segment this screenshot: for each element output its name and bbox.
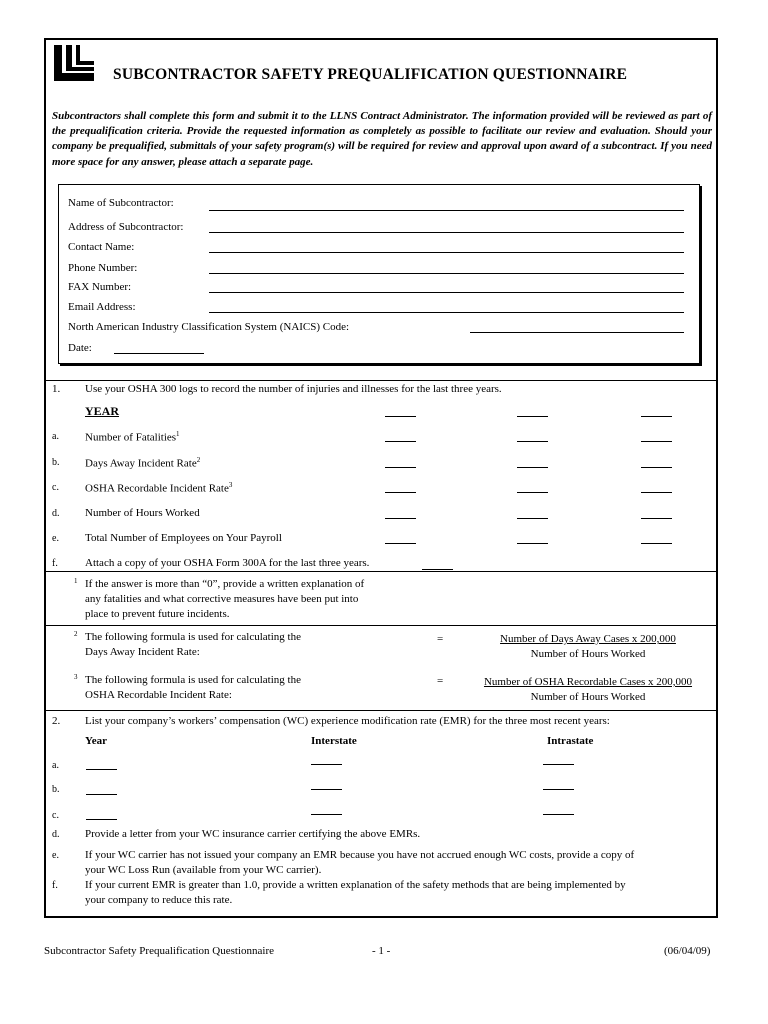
q1d-field-1[interactable] [385, 518, 416, 519]
date-field[interactable] [114, 353, 204, 354]
note2-line1: The following formula is used for calculating the [85, 631, 301, 643]
q2e-line1: If your WC carrier has not issued your company an EMR because you have not accrued enough WC costs, provide a copy of [85, 849, 635, 861]
q1d-field-2[interactable] [517, 518, 548, 519]
q2c-interstate-field[interactable] [311, 814, 342, 815]
q1e-field-1[interactable] [385, 543, 416, 544]
note3-sup: 3 [74, 673, 78, 681]
q2b-interstate-field[interactable] [311, 789, 342, 790]
divider [45, 625, 717, 626]
note3-numerator: Number of OSHA Recordable Cases x 200,000 [483, 676, 693, 688]
q1f-field[interactable] [422, 569, 453, 570]
note1-sup: 1 [74, 577, 78, 585]
contact-label: Contact Name: [68, 241, 135, 253]
q1f-text: Attach a copy of your OSHA Form 300A for the last three years. [85, 557, 370, 569]
q1c-field-3[interactable] [641, 492, 672, 493]
divider [45, 571, 717, 572]
note3-denominator: Number of Hours Worked [530, 691, 646, 703]
q2-number: 2. [52, 715, 61, 727]
q2b-year-field[interactable] [86, 794, 117, 795]
q2a-year-field[interactable] [86, 769, 117, 770]
address-field[interactable] [209, 232, 684, 233]
contact-field[interactable] [209, 252, 684, 253]
q2a-interstate-field[interactable] [311, 764, 342, 765]
name-label: Name of Subcontractor: [68, 197, 174, 209]
note1-line3: place to prevent future incidents. [85, 608, 230, 620]
email-field[interactable] [209, 312, 684, 313]
q1-year-label: YEAR [85, 404, 120, 418]
naics-field[interactable] [470, 332, 684, 333]
q1-number: 1. [52, 383, 61, 395]
q2b-letter: b. [52, 784, 60, 795]
q2f-line2: your company to reduce this rate. [85, 894, 233, 906]
q2e-line2: your WC Loss Run (available from your WC carrier). [85, 864, 322, 876]
subcontractor-info-box [58, 184, 700, 364]
page-title: SUBCONTRACTOR SAFETY PREQUALIFICATION QUESTIONNAIRE [113, 66, 628, 83]
q2d-text: Provide a letter from your WC insurance carrier certifying the above EMRs. [85, 828, 421, 840]
q2f-letter: f. [52, 880, 58, 891]
q2d-letter: d. [52, 829, 60, 840]
footer-title: Subcontractor Safety Prequalification Questionnaire [44, 945, 275, 957]
note2-sup: 2 [74, 630, 78, 638]
q1a-field-1[interactable] [385, 441, 416, 442]
q1e-letter: e. [52, 533, 59, 544]
revision-date: (06/04/09) [664, 945, 711, 957]
note3-line2: OSHA Recordable Incident Rate: [85, 689, 232, 701]
q2e-letter: e. [52, 850, 59, 861]
divider [45, 380, 717, 381]
page-number: - 1 - [372, 945, 391, 957]
date-label: Date: [68, 342, 92, 354]
q1b-letter: b. [52, 457, 60, 468]
address-label: Address of Subcontractor: [68, 221, 184, 233]
q1e-field-2[interactable] [517, 543, 548, 544]
q1a-text: Number of Fatalities$^1$ [85, 430, 180, 444]
q2-col-year: Year [85, 735, 107, 747]
q1-text: Use your OSHA 300 logs to record the number of injuries and illnesses for the last three years. [85, 383, 502, 395]
q1e-field-3[interactable] [641, 543, 672, 544]
name-field[interactable] [209, 210, 684, 211]
phone-label: Phone Number: [68, 262, 138, 274]
q1b-field-2[interactable] [517, 467, 548, 468]
phone-field[interactable] [209, 273, 684, 274]
q2a-letter: a. [52, 760, 59, 771]
note3-line1: The following formula is used for calculating the [85, 674, 301, 686]
q1b-field-1[interactable] [385, 467, 416, 468]
note2-denominator: Number of Hours Worked [530, 648, 646, 660]
llns-logo-icon [52, 43, 96, 83]
q2-col-intrastate: Intrastate [547, 735, 594, 747]
naics-label: North American Industry Classification System (NAICS) Code: [68, 321, 350, 333]
q1f-letter: f. [52, 558, 58, 569]
year-3-field[interactable] [641, 416, 672, 417]
note2-line2: Days Away Incident Rate: [85, 646, 200, 658]
q1d-letter: d. [52, 508, 60, 519]
q2-col-interstate: Interstate [311, 735, 357, 747]
q2a-intrastate-field[interactable] [543, 764, 574, 765]
q1c-field-2[interactable] [517, 492, 548, 493]
q1e-text: Total Number of Employees on Your Payroll [85, 532, 282, 544]
q1a-field-2[interactable] [517, 441, 548, 442]
year-1-field[interactable] [385, 416, 416, 417]
divider [45, 710, 717, 711]
q1c-letter: c. [52, 482, 59, 493]
form-frame [44, 38, 718, 918]
email-label: Email Address: [68, 301, 136, 313]
q2c-year-field[interactable] [86, 819, 117, 820]
q2-text: List your company’s workers’ compensation (WC) experience modification rate (EMR) for the three most recent years: [85, 715, 610, 727]
fax-label: FAX Number: [68, 281, 132, 293]
q1c-text: OSHA Recordable Incident Rate$^3$ [85, 481, 233, 495]
q1b-field-3[interactable] [641, 467, 672, 468]
q2c-letter: c. [52, 810, 59, 821]
q1a-field-3[interactable] [641, 441, 672, 442]
q2b-intrastate-field[interactable] [543, 789, 574, 790]
q2c-intrastate-field[interactable] [543, 814, 574, 815]
note2-equals: = [437, 633, 444, 645]
intro-paragraph: Subcontractors shall complete this form and submit it to the LLNS Contract Administrator. The information provided will be reviewed as part of the prequalification criteria. Provide the requested information as completely as possible to facilitate our review and evaluation. Should your company be prequalified, submittals of your safety program(s) will be required for review and approval upon award of a subcontract. If you need more space for any answer, please attach a separate page. [52, 110, 712, 168]
q1a-letter: a. [52, 431, 59, 442]
q1c-field-1[interactable] [385, 492, 416, 493]
q1d-text: Number of Hours Worked [85, 507, 200, 519]
note2-numerator: Number of Days Away Cases x 200,000 [500, 633, 676, 645]
note1-line1: If the answer is more than “0”, provide a written explanation of [85, 578, 365, 590]
fax-field[interactable] [209, 292, 684, 293]
q1d-field-3[interactable] [641, 518, 672, 519]
q1b-text: Days Away Incident Rate$^2$ [85, 456, 201, 470]
note3-equals: = [437, 675, 444, 687]
year-2-field[interactable] [517, 416, 548, 417]
q2f-line1: If your current EMR is greater than 1.0, provide a written explanation of the safety methods that are being implemented by [85, 879, 626, 891]
note1-line2: any fatalities and what corrective measures have been put into [85, 593, 359, 605]
